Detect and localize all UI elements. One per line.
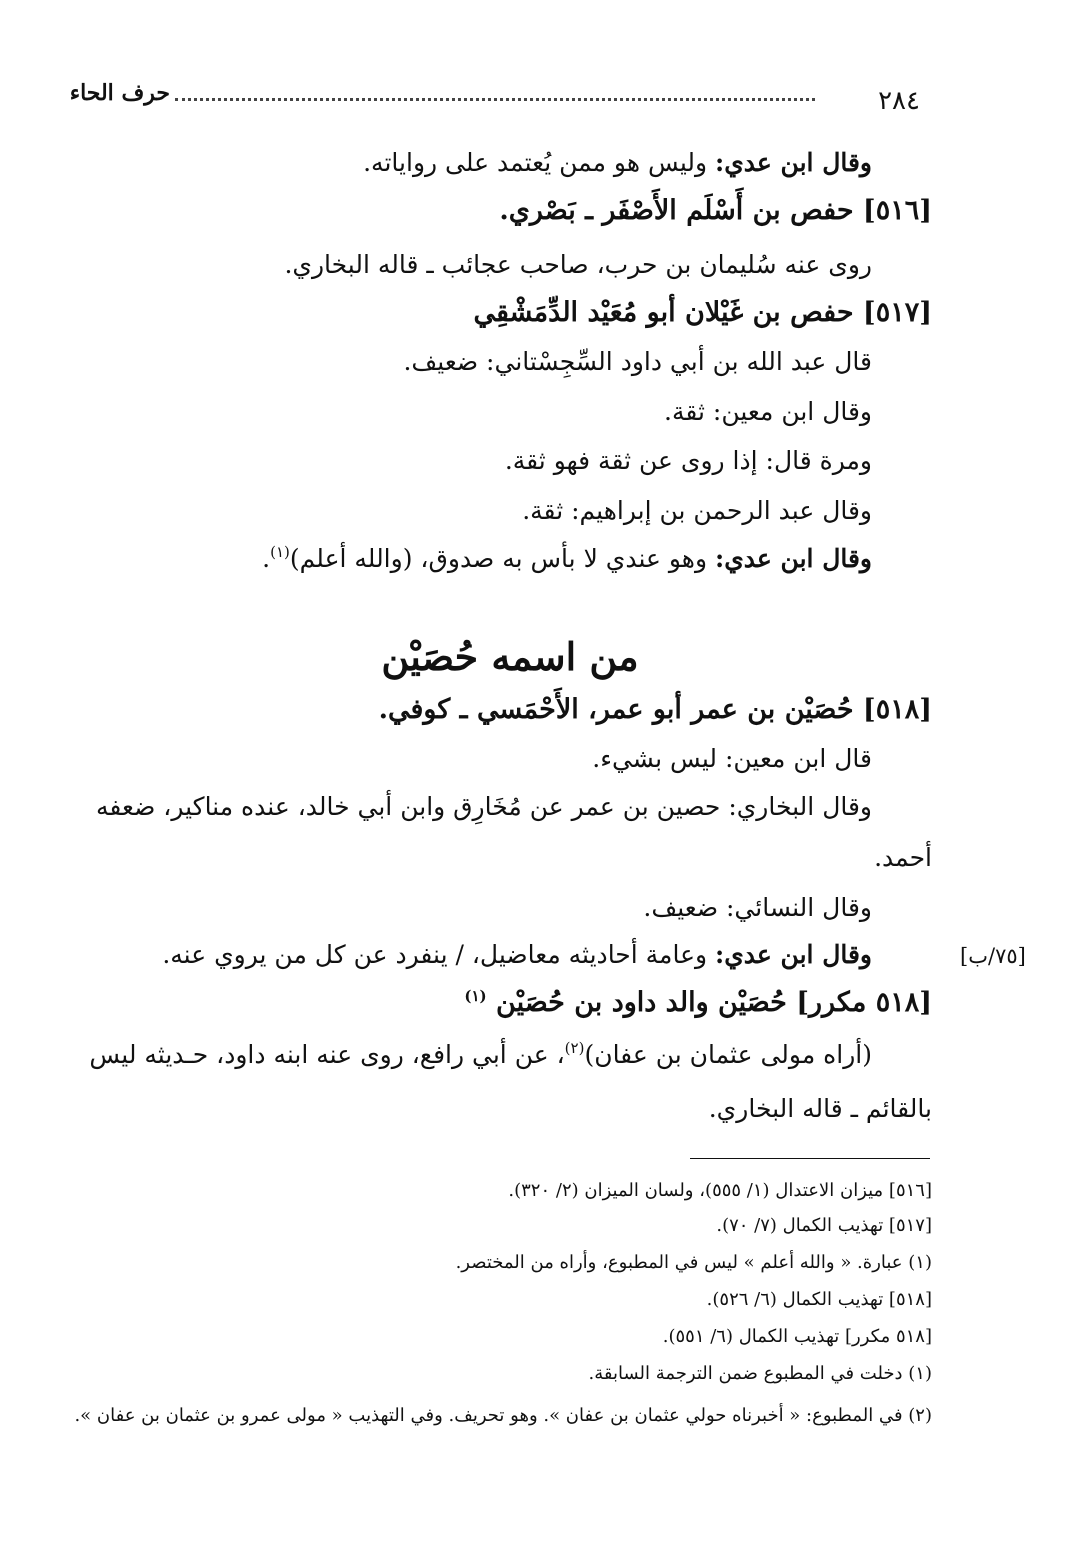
body-text: ، عن أبي رافع، روى عنه ابنه داود، حـديثه ليس [89, 1040, 565, 1069]
footnote-ref: (١) [270, 543, 290, 561]
body-line-6: وقال ابن معين: ثقة. [664, 397, 872, 426]
section-heading: من اسمه حُصَيْن [381, 634, 639, 679]
body-line-3: روى عنه سُليمان بن حرب، صاحب عجائب ـ قاله البخاري. [284, 250, 872, 279]
body-text: (أراه مولى عثمان بن عفان) [584, 1040, 872, 1069]
footnote-7: (٢) في المطبوع: « أخبرناه حولي عثمان بن عفان ». وهو تحريف. وفي التهذيب « مولى عمرو بن عثمان بن عفان ». [74, 1405, 932, 1426]
body-line-1 [363, 148, 872, 177]
running-header-title: حرف الحاء [69, 80, 170, 106]
body-line-19: بالقائم ـ قاله البخاري. [708, 1094, 932, 1123]
body-line-8: وقال عبد الرحمن بن إبراهيم: ثقة. [522, 496, 872, 525]
footnote-ref: (٢) [564, 1039, 585, 1057]
entry-516-heading: [٥١٦] حفص بن أَسْلَم الأَصْفَر ـ بَصْري. [499, 195, 932, 226]
body-line-7: ومرة قال: إذا روى عن ثقة فهو ثقة. [504, 446, 872, 475]
body-text: . [262, 544, 271, 573]
body-text: وهو عندي لا بأس به صدوق، (والله أعلم) [289, 544, 716, 573]
body-line-9 [262, 544, 872, 573]
header-dotted-rule [175, 98, 815, 101]
footnote-separator [690, 1158, 930, 1159]
page-number: ٢٨٤ [878, 86, 920, 116]
entry-518-repeat-heading [464, 987, 932, 1018]
speaker-label: وقال ابن عدي: [715, 940, 872, 969]
body-line-15: وقال النسائي: ضعيف. [643, 893, 872, 922]
footnote-1: [٥١٦] ميزان الاعتدال (١/ ٥٥٥)، ولسان الميزان (٢/ ٣٢٠). [508, 1180, 932, 1201]
body-line-18 [48, 1040, 872, 1069]
entry-title: [٥١٨ مكرر] حُصَيْن والد داود بن حُصَيْن [496, 987, 932, 1018]
body-line-5: قال عبد الله بن أبي داود السِّجِسْتاني: ضعيف. [403, 347, 872, 376]
body-line-16 [162, 940, 872, 969]
speaker-label: وقال ابن عدي: [715, 544, 872, 573]
body-line-12: قال ابن معين: ليس بشيء. [592, 744, 872, 773]
footnote-4: [٥١٨] تهذيب الكمال (٦/ ٥٢٦). [706, 1289, 932, 1310]
footnote-ref: (١) [464, 987, 487, 1005]
speaker-label: وقال ابن عدي: [715, 148, 872, 177]
body-line-13: وقال البخاري: حصين بن عمر عن مُخَارِق وابن أبي خالد، عنده مناكير، ضعفه [95, 792, 872, 821]
entry-518-heading: [٥١٨] حُصَيْن بن عمر أبو عمر، الأَحْمَسي ـ كوفي. [378, 694, 932, 725]
footnote-2: [٥١٧] تهذيب الكمال (٧/ ٧٠). [716, 1215, 932, 1236]
margin-folio-note: [٧٥/ب] [960, 944, 1026, 968]
footnote-3: (١) عبارة. « والله أعلم » ليس في المطبوع، وأراه من المختصر. [455, 1252, 932, 1273]
footnote-5: [٥١٨ مكرر] تهذيب الكمال (٦/ ٥٥١). [662, 1326, 932, 1347]
footnote-6: (١) دخلت في المطبوع ضمن الترجمة السابقة. [588, 1363, 932, 1384]
body-text: وعامة أحاديثه معاضيل، / ينفرد عن كل من يروي عنه. [162, 940, 716, 969]
entry-517-heading: [٥١٧] حفص بن غَيْلان أبو مُعَيْد الدِّمَشْقِي [473, 297, 932, 328]
body-line-14: أحمد. [874, 843, 932, 872]
body-text: وليس هو ممن يُعتمد على رواياته. [363, 148, 716, 177]
